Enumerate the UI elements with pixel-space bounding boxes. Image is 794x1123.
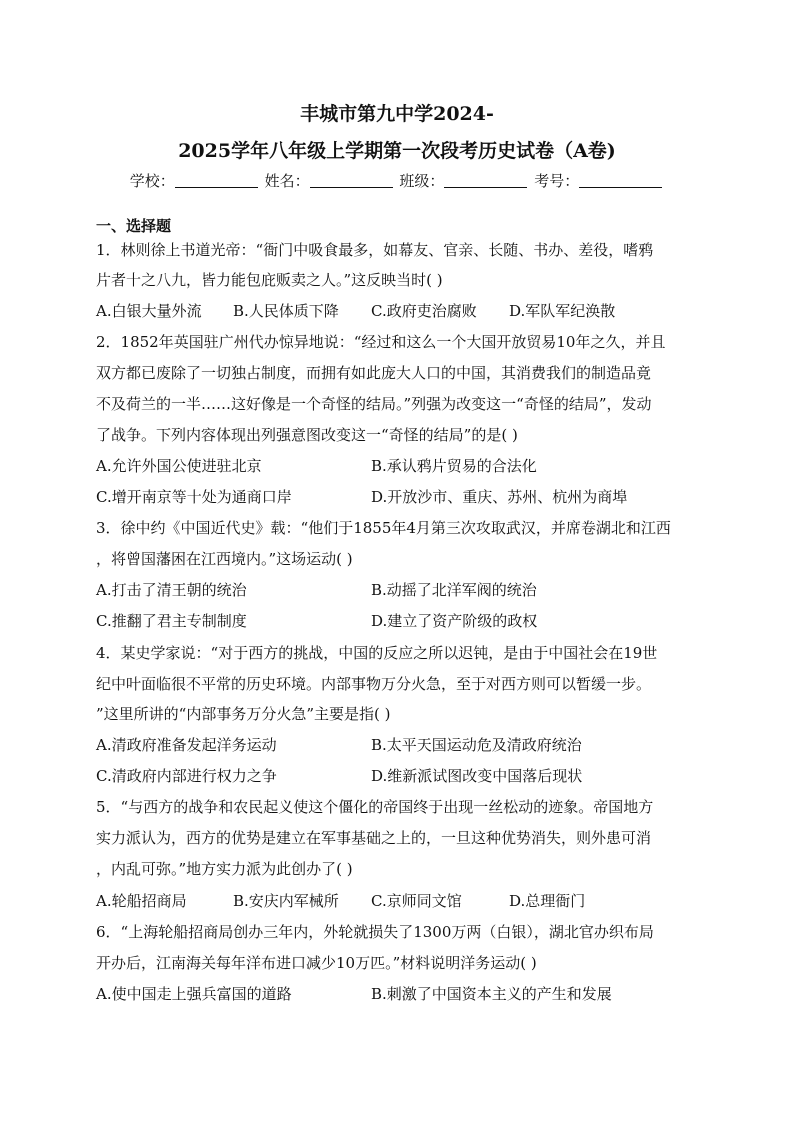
student-info-row xyxy=(0,171,794,191)
question-text-line: 纪中叶面临很不平常的历史环境。内部事物万分火急，至于对西方则可以暂缓一步。 xyxy=(96,675,652,693)
question-text-line: 5．“与西方的战争和农民起义使这个僵化的帝国终于出现一丝松动的迹象。帝国地方 xyxy=(96,798,654,816)
option-c[interactable]: C.推翻了君主专制制度 xyxy=(96,612,247,630)
option-c[interactable]: C.增开南京等十处为通商口岸 xyxy=(96,488,292,506)
class-label: 班级： xyxy=(399,172,445,190)
school-label: 学校： xyxy=(129,172,175,190)
option-c[interactable]: C.清政府内部进行权力之争 xyxy=(96,767,277,785)
question-text-line: ”这里所讲的“内部事务万分火急”主要是指( ) xyxy=(96,705,391,723)
option-b[interactable]: B.刺激了中国资本主义的产生和发展 xyxy=(371,985,612,1003)
option-a[interactable]: A.轮船招商局 xyxy=(96,892,187,910)
class-blank[interactable] xyxy=(444,173,527,188)
exam-number-blank[interactable] xyxy=(579,173,662,188)
question-text-line: ，内乱可弥。”地方实力派为此创办了( ) xyxy=(96,860,353,878)
class-field xyxy=(399,171,529,191)
question-text-line: 4．某史学家说：“对于西方的挑战，中国的反应之所以迟钝，是由于中国社会在19世 xyxy=(96,644,658,662)
option-d[interactable]: D.总理衙门 xyxy=(509,892,586,910)
option-a[interactable]: A.白银大量外流 xyxy=(96,302,202,320)
option-a[interactable]: A.清政府准备发起洋务运动 xyxy=(96,736,277,754)
name-field xyxy=(265,171,395,191)
option-c[interactable]: C.京师同文馆 xyxy=(371,892,462,910)
school-field xyxy=(130,171,260,191)
question-text-line: 实力派认为，西方的优势是建立在军事基础之上的，一旦这种优势消失，则外患可消 xyxy=(96,829,652,847)
question-text-line: ，将曾国藩困在江西境内。”这场运动( ) xyxy=(96,550,353,568)
option-b[interactable]: B.动摇了北洋军阀的统治 xyxy=(371,581,537,599)
option-a[interactable]: A.使中国走上强兵富国的道路 xyxy=(96,985,292,1003)
name-blank[interactable] xyxy=(310,173,393,188)
question-text-line: 6．“上海轮船招商局创办三年内，外轮就损失了1300万两（白银），湖北官办织布局 xyxy=(96,923,654,941)
question-text-line: 开办后，江南海关每年洋布进口减少10万匹。”材料说明洋务运动( ) xyxy=(96,954,537,972)
question-text-line: 了战争。下列内容体现出列强意图改变这一“奇怪的结局”的是( ) xyxy=(96,426,518,444)
option-d[interactable]: D.军队军纪涣散 xyxy=(509,302,616,320)
option-d[interactable]: D.开放沙市、重庆、苏州、杭州为商埠 xyxy=(371,488,628,506)
name-label: 姓名： xyxy=(264,172,310,190)
option-d[interactable]: D.建立了资产阶级的政权 xyxy=(371,612,538,630)
option-b[interactable]: B.太平天国运动危及清政府统治 xyxy=(371,736,582,754)
question-text-line: 1．林则徐上书道光帝：“衙门中吸食最多，如幕友、官亲、长随、书办、差役，嗜鸦 xyxy=(96,241,654,259)
exam-title-line2: 2025学年八年级上学期第一次段考历史试卷（A卷) xyxy=(178,140,616,162)
section-title: 一、选择题 xyxy=(96,217,172,235)
question-text-line: 片者十之八九，皆力能包庇贩卖之人。”这反映当时( ) xyxy=(96,271,443,289)
option-a[interactable]: A.允许外国公使进驻北京 xyxy=(96,457,262,475)
option-c[interactable]: C.政府吏治腐败 xyxy=(371,302,477,320)
option-b[interactable]: B.承认鸦片贸易的合法化 xyxy=(371,457,537,475)
exam-number-field xyxy=(534,171,664,191)
question-text-line: 不及荷兰的一半……这好像是一个奇怪的结局。”列强为改变这一“奇怪的结局”，发动 xyxy=(96,395,652,413)
option-d[interactable]: D.维新派试图改变中国落后现状 xyxy=(371,767,583,785)
option-b[interactable]: B.安庆内军械所 xyxy=(233,892,339,910)
question-text-line: 3．徐中约《中国近代史》载：“他们于1855年4月第三次攻取武汉，并席卷湖北和江西 xyxy=(96,519,671,537)
option-b[interactable]: B.人民体质下降 xyxy=(233,302,339,320)
exam-title-line1: 丰城市第九中学2024- xyxy=(300,103,494,125)
exam-number-label: 考号： xyxy=(534,172,580,190)
school-blank[interactable] xyxy=(175,173,258,188)
question-text-line: 双方都已废除了一切独占制度，而拥有如此庞大人口的中国，其消费我们的制造品竟 xyxy=(96,364,652,382)
option-a[interactable]: A.打击了清王朝的统治 xyxy=(96,581,247,599)
question-text-line: 2．1852年英国驻广州代办惊异地说：“经过和这么一个大国开放贸易10年之久，并且 xyxy=(96,333,666,351)
